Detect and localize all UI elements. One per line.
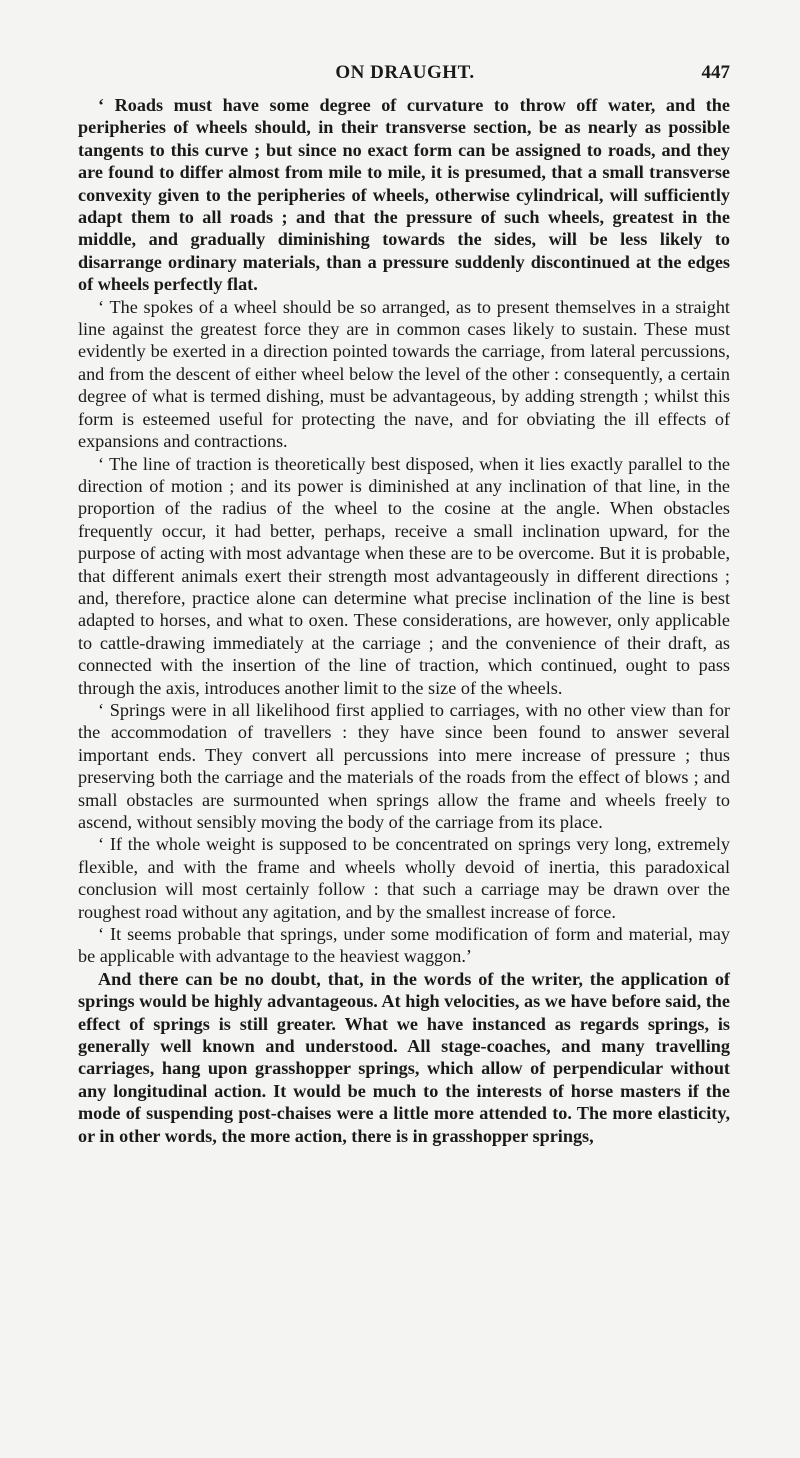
paragraph-line-of-traction: ‘ The line of traction is theoretically best disposed, when it lies exactly parallel to the direction of motion ; and its power is diminished at any inclination of that line, in the proportion of the radius of the wheel to the cosine at the angle. When obstacles frequently occur, it had better, perhaps, receive a small inclination upward, for the purpose of acting with most advantage when these are to be overcome. But it is probable, that different animals exert their strength most advantageously in different directions ; and, therefore, practice alone can determine what precise inclination of the line is best adapted to horses, and what to oxen. These considerations, are however, only applicable to cattle-drawing immediately at the carriage ; and the convenience of their draft, as connected with the insertion of the line of traction, which continued, ought to pass through the axis, introduces another limit to the size of the wheels. — [78, 453, 730, 698]
paragraph-springs-first-applied: ‘ Springs were in all likelihood first applied to carriages, with no other view than for the accommodation of travellers : they have since been found to answer several important ends. They convert all percussions into mere increase of pressure ; thus preserving both the carriage and the materials of the roads from the effect of blows ; and small obstacles are surmounted when springs allow the frame and wheels freely to ascend, without sensibly moving the body of the carriage from its place. — [78, 699, 730, 832]
page-header — [80, 62, 730, 92]
paragraph-grasshopper-springs: And there can be no doubt, that, in the words of the writer, the application of springs would be highly advantageous. At high velocities, as we have before said, the effect of springs is still greater. What we have instanced as regards springs, is generally well known and understood. All stage-coaches, and many travelling carriages, hang upon grasshopper springs, which allow of perpendicular without any longitudinal action. It would be much to the interests of horse masters if the mode of suspending post-chaises were a little more attended to. The more elasticity, or in other words, the more action, there is in grasshopper springs, — [78, 968, 730, 1146]
paragraph-heaviest-waggon: ‘ It seems probable that springs, under some modification of form and material, may be applicable with advantage to the heaviest waggon.’ — [78, 924, 730, 967]
page-number: 447 — [701, 62, 730, 83]
running-title: ON DRAUGHT. — [335, 62, 475, 83]
paragraph-roads-curvature: ‘ Roads must have some degree of curvature to throw off water, and the peripheries of wheels should, in their transverse section, be as nearly as possible tangents to this curve ; but since no exact form can be assigned to roads, and they are found to differ almost from mile to mile, it is presumed, that a small transverse convexity given to the peripheries of wheels, otherwise cylindrical, will sufficiently adapt them to all roads ; and that the pressure of such wheels, greatest in the middle, and gradually diminishing towards the sides, will be less likely to disarrange ordinary materials, than a pressure suddenly discontinued at the edges of wheels perfectly flat. — [78, 95, 730, 295]
paragraph-whole-weight: ‘ If the whole weight is supposed to be concentrated on springs very long, extremely flexible, and with the frame and wheels wholly devoid of inertia, this paradoxical conclusion will most certainly follow : that such a carriage may be drawn over the roughest road without any agitation, and by the smallest increase of force. — [78, 834, 730, 922]
body-text — [78, 94, 730, 1147]
paragraph-spokes: ‘ The spokes of a wheel should be so arranged, as to present themselves in a straight line against the greatest force they are in common cases likely to sustain. These must evidently be exerted in a direction pointed towards the carriage, from lateral percussions, and from the descent of either wheel below the level of the other : consequently, a certain degree of what is termed dishing, must be advantageous, by adding strength ; whilst this form is esteemed useful for protecting the nave, and for obviating the ill effects of expansions and contractions. — [78, 296, 730, 452]
